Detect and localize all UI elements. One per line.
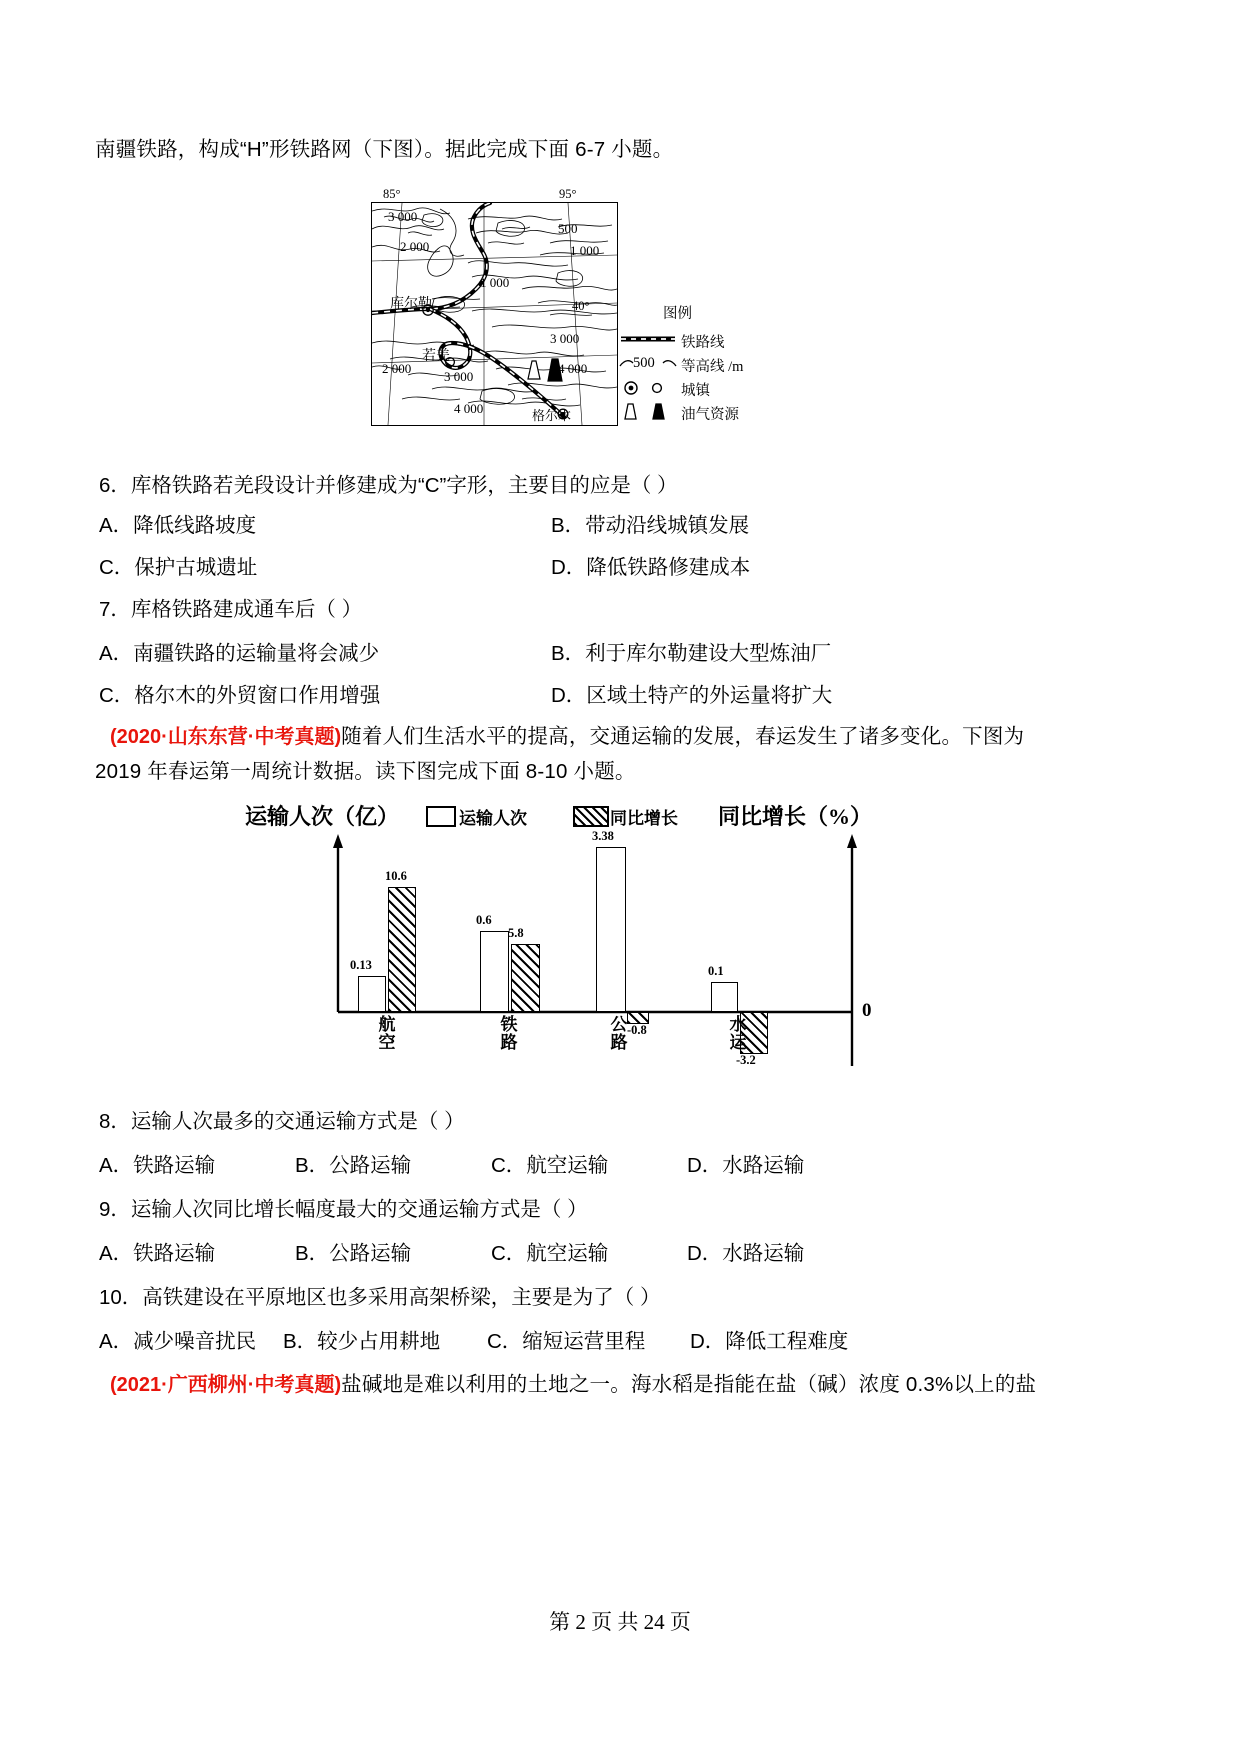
chart-y-axis-title: 运输人次（亿）	[245, 804, 400, 829]
oil-gas-symbol-hollow	[528, 361, 540, 379]
legend-contour-value: 500	[633, 355, 655, 371]
question-10-stem: 10．高铁建设在平原地区也多采用高架桥梁，主要是为了（ ）	[99, 1286, 661, 1309]
legend-label-oilgas: 油气资源	[681, 407, 739, 423]
passage-2020-text1: 随着人们生活水平的提高，交通运输的发展，春运发生了诸多变化。下图为	[341, 725, 1025, 748]
transport-bar-chart	[228, 800, 1018, 1075]
map-city-label-korla: 库尔勒	[390, 297, 432, 312]
contour-line-icon	[619, 353, 677, 373]
intro-paragraph: 南疆铁路，构成“H”形铁路网（下图）。据此完成下面 6-7 小题。	[95, 138, 674, 161]
chart-category-aviation: 航 空	[378, 1015, 396, 1052]
question-10-option-d[interactable]: D．降低工程难度	[690, 1330, 849, 1353]
question-9-option-d[interactable]: D．水路运输	[687, 1242, 805, 1265]
chart-category-water: 水 运	[729, 1015, 747, 1052]
bar-value-growth-water: -3.2	[736, 1053, 756, 1067]
bar-value-volume-aviation: 0.13	[350, 958, 372, 972]
chart-legend-volume: 运输人次	[459, 809, 527, 828]
bar-volume-railway	[480, 931, 509, 1012]
town-marker-icon	[619, 377, 677, 397]
question-8-option-a[interactable]: A．铁路运输	[99, 1154, 216, 1177]
map-longitude-right: 95°	[559, 187, 577, 201]
bar-value-growth-highway: -0.8	[627, 1023, 647, 1037]
question-10-option-c[interactable]: C．缩短运营里程	[487, 1330, 646, 1353]
bar-value-volume-railway: 0.6	[476, 913, 492, 927]
oil-gas-marker-icon	[619, 401, 677, 421]
question-10-option-b[interactable]: B．较少占用耕地	[283, 1330, 441, 1353]
bar-volume-highway	[596, 847, 626, 1012]
bar-growth-railway	[511, 944, 540, 1012]
question-7-option-b[interactable]: B．利于库尔勒建设大型炼油厂	[551, 642, 832, 665]
map-city-label-ruoqiang: 若羌	[422, 349, 450, 364]
legend-item-oilgas	[619, 401, 769, 423]
question-7-option-d[interactable]: D．区域土特产的外运量将扩大	[551, 684, 833, 707]
legend-item-railway	[619, 329, 769, 351]
map-longitude-left: 85°	[383, 187, 401, 201]
question-9-stem: 9．运输人次同比增长幅度最大的交通运输方式是（ ）	[99, 1198, 588, 1221]
bar-value-volume-highway: 3.38	[592, 829, 614, 843]
question-9-option-b[interactable]: B．公路运输	[295, 1242, 412, 1265]
chart-y2-axis-title: 同比增长（%）	[718, 804, 873, 829]
question-8-option-b[interactable]: B．公路运输	[295, 1154, 412, 1177]
map-figure	[371, 187, 771, 432]
passage-2021-line1	[110, 1368, 1036, 1397]
chart-category-highway: 公 路	[610, 1015, 628, 1052]
question-8-option-d[interactable]: D．水路运输	[687, 1154, 805, 1177]
source-tag-2020: (2020·山东东营·中考真题)	[110, 726, 342, 748]
chart-zero-label: 0	[862, 1000, 872, 1021]
question-9-option-c[interactable]: C．航空运输	[491, 1242, 609, 1265]
page-footer: 第 2 页 共 24 页	[549, 1610, 691, 1634]
question-6-option-b[interactable]: B．带动沿线城镇发展	[551, 514, 750, 537]
question-8-option-c[interactable]: C．航空运输	[491, 1154, 609, 1177]
map-latitude-label: 40°	[572, 299, 590, 313]
question-6-option-a[interactable]: A．降低线路坡度	[99, 514, 257, 537]
question-8-stem: 8．运输人次最多的交通运输方式是（ ）	[99, 1110, 465, 1133]
bar-value-growth-railway: 5.8	[508, 926, 524, 940]
map-frame: 3 000 2 000 1 000 500 1 000 2 000 3 000 3 000 4 000 4 000 库尔勒 若羌 格尔木 40°	[371, 202, 618, 426]
question-7-option-c[interactable]: C．格尔木的外贸窗口作用增强	[99, 684, 381, 707]
chart-legend-growth: 同比增长	[610, 809, 678, 828]
legend-title: 图例	[663, 306, 692, 322]
map-contours-svg	[372, 203, 617, 425]
passage-2020-line1	[110, 720, 1024, 749]
bar-volume-water	[711, 982, 738, 1012]
legend-item-contour	[619, 353, 769, 375]
question-10-option-a[interactable]: A．减少噪音扰民	[99, 1330, 257, 1353]
bar-growth-aviation	[388, 887, 416, 1012]
source-tag-2021: (2021·广西柳州·中考真题)	[110, 1374, 342, 1396]
question-9-option-a[interactable]: A．铁路运输	[99, 1242, 216, 1265]
passage-2020-line2: 2019 年春运第一周统计数据。读下图完成下面 8-10 小题。	[95, 760, 636, 783]
legend-item-town	[619, 377, 769, 399]
legend-label-contour: 等高线 /m	[681, 359, 744, 375]
map-city-label-golmud: 格尔木	[532, 408, 572, 423]
legend-label-town: 城镇	[681, 383, 710, 399]
question-6-stem: 6．库格铁路若羌段设计并修建成为“C”字形，主要目的应是（ ）	[99, 474, 678, 497]
legend-label-railway: 铁路线	[681, 335, 725, 351]
passage-2021-text1: 盐碱地是难以利用的土地之一。海水稻是指能在盐（碱）浓度 0.3%以上的盐	[341, 1373, 1037, 1396]
question-7-stem: 7．库格铁路建成通车后（ ）	[99, 598, 363, 621]
railway-line-icon	[619, 329, 677, 349]
chart-category-railway: 铁 路	[500, 1015, 518, 1052]
bar-volume-aviation	[358, 976, 386, 1012]
question-6-option-d[interactable]: D．降低铁路修建成本	[551, 556, 751, 579]
question-7-option-a[interactable]: A．南疆铁路的运输量将会减少	[99, 642, 380, 665]
bar-value-volume-water: 0.1	[708, 964, 724, 978]
question-6-option-c[interactable]: C．保护古城遗址	[99, 556, 258, 579]
bar-value-growth-aviation: 10.6	[385, 869, 407, 883]
